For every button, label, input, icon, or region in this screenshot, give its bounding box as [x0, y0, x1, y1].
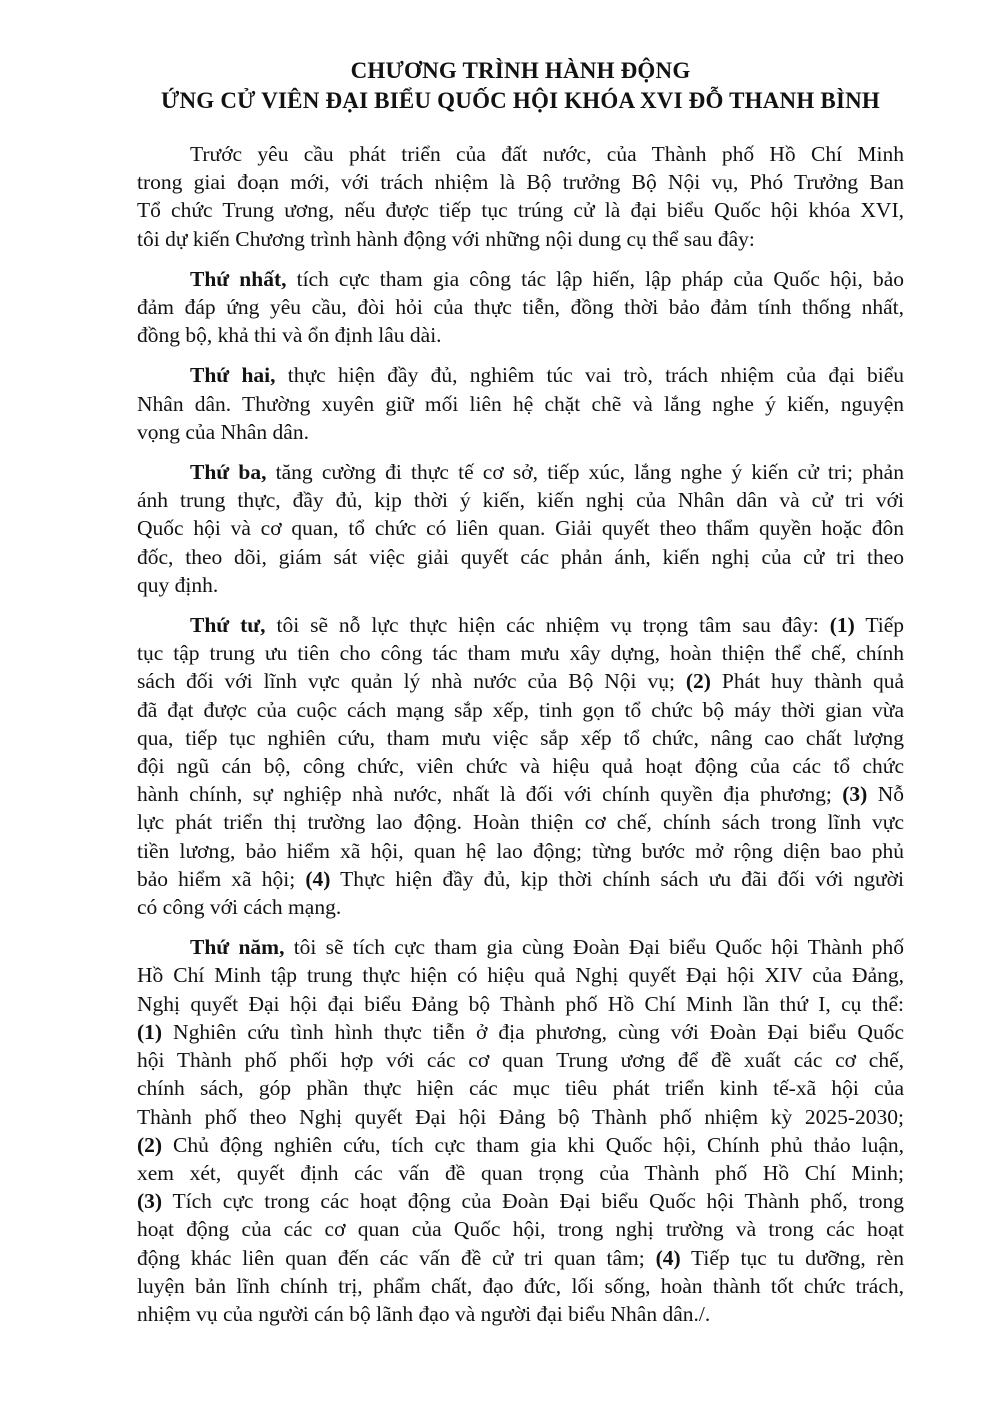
text-line — [137, 611, 904, 639]
text-line — [137, 1215, 904, 1243]
text-line — [137, 961, 904, 989]
text-segment: hội Thành phố phối hợp với các cơ quan Trung ương để đề xuất các cơ chế, — [137, 1048, 904, 1073]
text-segment: Thành phố theo Nghị quyết Đại hội Đảng bộ Thành phố nhiệm kỳ 2025-2030; — [137, 1104, 904, 1129]
text-line — [137, 458, 904, 486]
text-line — [137, 1187, 904, 1215]
text-segment: trong giai đoạn mới, với trách nhiệm là Bộ trưởng Bộ Nội vụ, Phó Trưởng Ban — [137, 170, 904, 195]
text-segment: Hồ Chí Minh tập trung thực hiện có hiệu quả Nghị quyết Đại hội XIV của Đảng, — [137, 963, 904, 988]
text-segment-bold: (3) — [137, 1189, 163, 1214]
text-segment-bold: (4) — [305, 866, 331, 891]
text-line — [137, 1131, 904, 1159]
text-line — [137, 1018, 904, 1046]
text-segment-bold: Thứ tư, — [190, 613, 266, 638]
paragraph-5 — [137, 611, 904, 921]
text-segment-bold: Thứ ba, — [190, 460, 267, 485]
title-line-2: ỨNG CỬ VIÊN ĐẠI BIỂU QUỐC HỘI KHÓA XVI ĐỖ THANH BÌNH — [160, 88, 880, 113]
text-line — [137, 667, 904, 695]
text-segment: Tổ chức Trung ương, nếu được tiếp tục trúng cử là đại biểu Quốc hội khóa XVI, — [137, 198, 904, 223]
paragraph-6 — [137, 933, 904, 1328]
text-line — [137, 865, 904, 893]
text-line — [137, 808, 904, 836]
text-line — [137, 1300, 904, 1328]
text-line — [137, 293, 904, 321]
document-body — [137, 140, 904, 1328]
text-segment: Quốc hội và cơ quan, tổ chức có liên quan. Giải quyết theo thẩm quyền hoặc đôn — [137, 516, 904, 541]
text-segment: Thực hiện đầy đủ, kịp thời chính sách ưu đãi đối với người — [330, 866, 904, 891]
text-segment: tôi sẽ nỗ lực thực hiện các nhiệm vụ trọng tâm sau đây: — [265, 613, 830, 638]
text-line — [137, 1074, 904, 1102]
text-segment: Nhân dân. Thường xuyên giữ mối liên hệ chặt chẽ và lắng nghe ý kiến, nguyện — [137, 391, 904, 416]
text-segment: Tích cực trong các hoạt động của Đoàn Đại biểu Quốc hội Thành phố, trong — [162, 1189, 904, 1214]
text-segment: hành chính, sự nghiệp nhà nước, nhất là đối với chính quyền địa phương; — [137, 782, 843, 807]
text-segment: có công với cách mạng. — [137, 895, 342, 920]
text-line — [137, 265, 904, 293]
text-line — [137, 361, 904, 389]
text-line — [137, 390, 904, 418]
paragraph-2 — [137, 265, 904, 350]
text-line — [137, 1159, 904, 1187]
text-segment-bold: (1) — [137, 1019, 163, 1044]
text-line — [137, 1244, 904, 1272]
text-segment: bảo hiểm xã hội; — [137, 866, 306, 891]
text-segment: tiền lương, bảo hiểm xã hội, quan hệ lao động; từng bước mở rộng diện bao phủ — [137, 838, 904, 863]
text-segment: Phát huy thành quả — [710, 669, 904, 694]
text-segment: tăng cường đi thực tế cơ sở, tiếp xúc, lắng nghe ý kiến cử tri; phản — [266, 460, 904, 485]
text-segment: xem xét, quyết định các vấn đề quan trọng của Thành phố Hồ Chí Minh; — [137, 1160, 904, 1185]
text-segment: thực hiện đầy đủ, nghiêm túc vai trò, trách nhiệm của đại biểu — [275, 363, 904, 388]
text-segment: vọng của Nhân dân. — [137, 419, 309, 444]
paragraph-3 — [137, 361, 904, 446]
text-line — [137, 168, 904, 196]
text-line — [137, 418, 904, 446]
text-segment: luyện bản lĩnh chính trị, phẩm chất, đạo đức, lối sống, hoàn thành tốt chức trách, — [137, 1273, 904, 1298]
text-line — [137, 225, 904, 253]
text-segment-bold: Thứ nhất, — [190, 266, 287, 291]
text-line — [137, 196, 904, 224]
text-segment: lực phát triển thị trường lao động. Hoàn thiện cơ chế, chính sách trong lĩnh vực — [137, 810, 904, 835]
text-line — [137, 639, 904, 667]
text-segment-bold: (3) — [842, 782, 868, 807]
text-segment: tục tập trung ưu tiên cho công tác tham mưu xây dựng, hoàn thiện thể chế, chính — [137, 641, 904, 666]
text-segment: Tiếp — [854, 613, 904, 638]
text-line — [137, 140, 904, 168]
text-segment: đảm đáp ứng yêu cầu, đòi hỏi của thực tiễn, đồng thời bảo đảm tính thống nhất, — [137, 295, 904, 320]
title-line-1: CHƯƠNG TRÌNH HÀNH ĐỘNG — [350, 58, 691, 83]
text-line — [137, 780, 904, 808]
text-segment: tích cực tham gia công tác lập hiến, lập pháp của Quốc hội, bảo — [286, 266, 904, 291]
text-segment: tôi dự kiến Chương trình hành động với những nội dung cụ thể sau đây: — [137, 226, 755, 251]
text-line — [137, 514, 904, 542]
text-line — [137, 1272, 904, 1300]
text-segment: đã đạt được của cuộc cách mạng sắp xếp, tinh gọn tổ chức bộ máy thời gian vừa — [137, 697, 904, 722]
text-line — [137, 893, 904, 921]
text-segment: Nỗ — [867, 782, 905, 807]
text-segment-bold: (2) — [137, 1132, 163, 1157]
text-line — [137, 321, 904, 349]
text-line — [137, 486, 904, 514]
text-segment: động khác liên quan đến các vấn đề cử tri quan tâm; — [137, 1245, 656, 1270]
text-segment: chính sách, góp phần thực hiện các mục tiêu phát triển kinh tế-xã hội của — [137, 1076, 904, 1101]
text-line — [137, 571, 904, 599]
text-segment-bold: Thứ năm, — [190, 935, 285, 960]
text-segment: qua, tiếp tục nghiên cứu, tham mưu việc sắp xếp tổ chức, nâng cao chất lượng — [137, 725, 904, 750]
text-segment-bold: (4) — [655, 1245, 681, 1270]
paragraph-4 — [137, 458, 904, 599]
text-line — [137, 696, 904, 724]
text-segment: hoạt động của các cơ quan của Quốc hội, trong nghị trường và trong các hoạt — [137, 1217, 904, 1242]
paragraph-1 — [137, 140, 904, 253]
text-segment-bold: Thứ hai, — [190, 363, 276, 388]
document-title — [137, 56, 904, 116]
text-segment: Tiếp tục tu dưỡng, rèn — [680, 1245, 904, 1270]
text-segment: đội ngũ cán bộ, công chức, viên chức và hiệu quả hoạt động của các tổ chức — [137, 754, 904, 779]
text-line — [137, 543, 904, 571]
text-segment: sách đối với lĩnh vực quản lý nhà nước của Bộ Nội vụ; — [137, 669, 686, 694]
text-segment: tôi sẽ tích cực tham gia cùng Đoàn Đại biểu Quốc hội Thành phố — [284, 935, 905, 960]
text-segment: đốc, theo dõi, giám sát việc giải quyết các phản ánh, kiến nghị của cử tri theo — [137, 544, 904, 569]
text-segment: Nghiên cứu tình hình thực tiễn ở địa phương, cùng với Đoàn Đại biểu Quốc — [162, 1019, 904, 1044]
text-line — [137, 724, 904, 752]
text-line — [137, 990, 904, 1018]
text-line — [137, 1103, 904, 1131]
text-segment-bold: (1) — [829, 613, 855, 638]
text-line — [137, 752, 904, 780]
text-segment: ánh trung thực, đầy đủ, kịp thời ý kiến, kiến nghị của Nhân dân và cử tri với — [137, 488, 904, 513]
text-segment: nhiệm vụ của người cán bộ lãnh đạo và người đại biểu Nhân dân./. — [137, 1301, 711, 1326]
text-line — [137, 837, 904, 865]
text-segment: Trước yêu cầu phát triển của đất nước, của Thành phố Hồ Chí Minh — [190, 142, 904, 166]
text-segment-bold: (2) — [685, 669, 711, 694]
text-segment: đồng bộ, khả thi và ổn định lâu dài. — [137, 323, 442, 348]
text-segment: Nghị quyết Đại hội đại biểu Đảng bộ Thành phố Hồ Chí Minh lần thứ I, cụ thể: — [137, 991, 904, 1016]
text-line — [137, 933, 904, 961]
text-line — [137, 1046, 904, 1074]
text-segment: quy định. — [137, 572, 219, 597]
text-segment: Chủ động nghiên cứu, tích cực tham gia khi Quốc hội, Chính phủ thảo luận, — [162, 1132, 904, 1157]
